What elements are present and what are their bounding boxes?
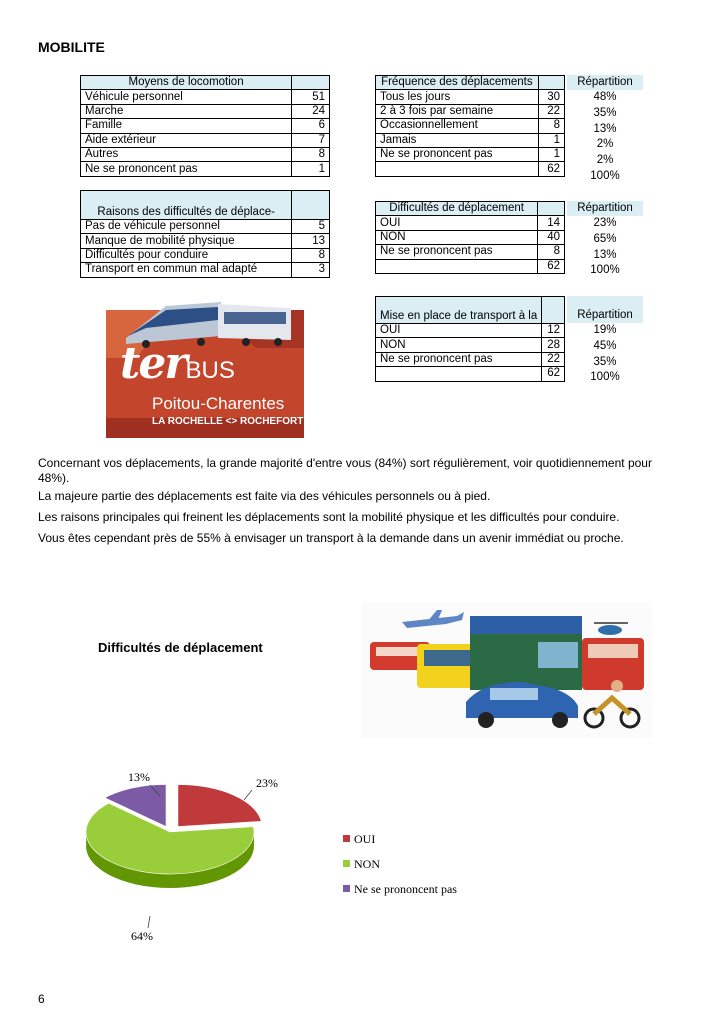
- row-label: Manque de mobilité physique: [81, 234, 292, 248]
- vehicles-graphic: [362, 602, 652, 738]
- transport-table: [375, 296, 565, 382]
- row-label: Véhicule personnel: [81, 90, 292, 104]
- paragraph: Les raisons principales qui freinent les déplacements sont la mobilité physique et les difficultés pour conduire.: [38, 510, 620, 524]
- repartition-value: 13%: [593, 248, 617, 261]
- table-row: [81, 104, 330, 118]
- legend-item-oui: [343, 832, 375, 847]
- row-value: 8: [292, 147, 330, 161]
- table-row: [376, 216, 565, 230]
- row-value: 1: [538, 133, 564, 147]
- row-value: 22: [538, 104, 564, 118]
- row-label: Jamais: [376, 133, 539, 147]
- table-row: [81, 248, 330, 262]
- paragraph: Vous êtes cependant près de 55% à envisager un transport à la demande dans un avenir immédiat ou proche.: [38, 531, 624, 545]
- row-value: 3: [292, 263, 330, 277]
- table-row: [376, 338, 565, 352]
- row-value: 7: [292, 133, 330, 147]
- pie-slice-oui: [178, 785, 261, 827]
- table-row: [81, 133, 330, 147]
- chart-title: Difficultés de déplacement: [98, 640, 263, 655]
- row-label: NON: [376, 230, 538, 244]
- row-value: 12: [542, 324, 565, 338]
- table-row: [81, 234, 330, 248]
- total-value: 62: [538, 162, 564, 176]
- row-label: Tous les jours: [376, 90, 539, 104]
- row-label: Autres: [81, 147, 292, 161]
- row-label: Marche: [81, 104, 292, 118]
- row-value: 13: [292, 234, 330, 248]
- row-label: Ne se prononcent pas: [376, 245, 538, 259]
- row-label: Difficultés pour conduire: [81, 248, 292, 262]
- row-value: 28: [542, 338, 565, 352]
- row-label: OUI: [376, 216, 538, 230]
- row-label: OUI: [376, 324, 542, 338]
- row-label: Ne se prononcent pas: [81, 162, 292, 176]
- difficultes-repartition: [567, 201, 643, 279]
- repartition-header: Répartition: [567, 75, 643, 90]
- paragraph: Concernant vos déplacements, la grande majorité d'entre vous (84%) sort régulièrement, voir quotidiennement pour 48%).: [38, 456, 652, 485]
- row-value: 6: [292, 119, 330, 133]
- table-row: [376, 352, 565, 366]
- legend-swatch: [343, 885, 350, 892]
- logo-region: Poitou-Charentes: [152, 394, 285, 413]
- logo-brand: terBUS: [120, 338, 235, 389]
- legend-item-ne-se-prononcent: [343, 882, 457, 897]
- total-row: [376, 162, 565, 176]
- row-value: 8: [292, 248, 330, 262]
- repartition-value: 23%: [593, 217, 617, 229]
- table-row: [376, 230, 565, 244]
- row-value: 14: [538, 216, 565, 230]
- section-title: MOBILITE: [38, 39, 105, 55]
- row-value: 22: [542, 352, 565, 366]
- row-label: Ne se prononcent pas: [376, 147, 539, 161]
- table-row: [376, 104, 565, 118]
- page-number: 6: [38, 992, 45, 1006]
- locomotion-table: [80, 75, 330, 177]
- row-label: 2 à 3 fois par semaine: [376, 104, 539, 118]
- vehicles-illustration: [362, 602, 652, 738]
- repartition-value: 65%: [593, 232, 617, 245]
- frequence-table: [375, 75, 565, 177]
- row-label: Occasionnellement: [376, 119, 539, 133]
- frequence-header: Fréquence des déplacements: [376, 76, 539, 90]
- repartition-value: 19%: [593, 324, 617, 336]
- row-value: 51: [292, 90, 330, 104]
- terbus-logo: [106, 298, 304, 438]
- table-row: [376, 245, 565, 259]
- legend-label: NON: [354, 857, 380, 871]
- repartition-value: 2%: [596, 138, 614, 151]
- repartition-value: 35%: [593, 355, 617, 368]
- row-value: 8: [538, 245, 565, 259]
- legend-item-non: [343, 857, 380, 872]
- transport-repartition: [567, 296, 643, 386]
- locomotion-header: Moyens de locomotion: [81, 76, 292, 90]
- repartition-total: 100%: [590, 169, 620, 182]
- total-value: 62: [538, 259, 565, 273]
- raisons-header: Raisons des difficultés de déplace-: [81, 191, 292, 220]
- row-label: Pas de véhicule personnel: [81, 220, 292, 234]
- row-value: 1: [538, 147, 564, 161]
- row-value: 40: [538, 230, 565, 244]
- table-row: [376, 119, 565, 133]
- table-row: [376, 90, 565, 104]
- paragraph: La majeure partie des déplacements est faite via des véhicules personnels ou à pied.: [38, 489, 491, 503]
- total-value: 62: [542, 367, 565, 381]
- row-label: Famille: [81, 119, 292, 133]
- legend-label: OUI: [354, 832, 376, 846]
- repartition-value: 48%: [593, 91, 617, 103]
- slice-label-ne-se-prononcent: 13%: [128, 770, 150, 784]
- row-value: 30: [538, 90, 564, 104]
- row-value: 1: [292, 162, 330, 176]
- legend-swatch: [343, 860, 350, 867]
- repartition-value: 45%: [593, 339, 617, 352]
- row-value: 24: [292, 104, 330, 118]
- table-row: [81, 119, 330, 133]
- total-row: [376, 367, 565, 381]
- raisons-table: [80, 190, 330, 278]
- logo-route: LA ROCHELLE <> ROCHEFORT: [152, 416, 304, 427]
- slice-label-non: 64%: [131, 929, 153, 943]
- row-label: Ne se prononcent pas: [376, 352, 542, 366]
- table-row: [376, 133, 565, 147]
- table-row: [81, 147, 330, 161]
- frequence-repartition: [567, 75, 643, 185]
- row-label: NON: [376, 338, 542, 352]
- difficultes-table: [375, 201, 565, 274]
- legend-label: Ne se prononcent pas: [354, 882, 457, 896]
- row-value: 5: [292, 220, 330, 234]
- row-label: Transport en commun mal adapté: [81, 263, 292, 277]
- repartition-total: 100%: [590, 371, 620, 384]
- slice-label-oui: 23%: [256, 776, 278, 790]
- transport-header: Mise en place de transport à la: [376, 297, 542, 324]
- table-row: [81, 220, 330, 234]
- row-label: Aide extérieur: [81, 133, 292, 147]
- table-row: [376, 324, 565, 338]
- difficultes-header: Difficultés de déplacement: [376, 202, 538, 216]
- repartition-value: 13%: [593, 122, 617, 135]
- total-row: [376, 259, 565, 273]
- row-value: 8: [538, 119, 564, 133]
- table-row: [81, 90, 330, 104]
- repartition-value: 35%: [593, 106, 617, 119]
- table-row: [81, 162, 330, 176]
- legend-swatch: [343, 835, 350, 842]
- repartition-total: 100%: [590, 264, 620, 277]
- repartition-value: 2%: [596, 154, 614, 167]
- table-row: [376, 147, 565, 161]
- repartition-header: Répartition: [567, 201, 643, 216]
- table-row: [81, 263, 330, 277]
- repartition-header: Répartition: [567, 296, 643, 323]
